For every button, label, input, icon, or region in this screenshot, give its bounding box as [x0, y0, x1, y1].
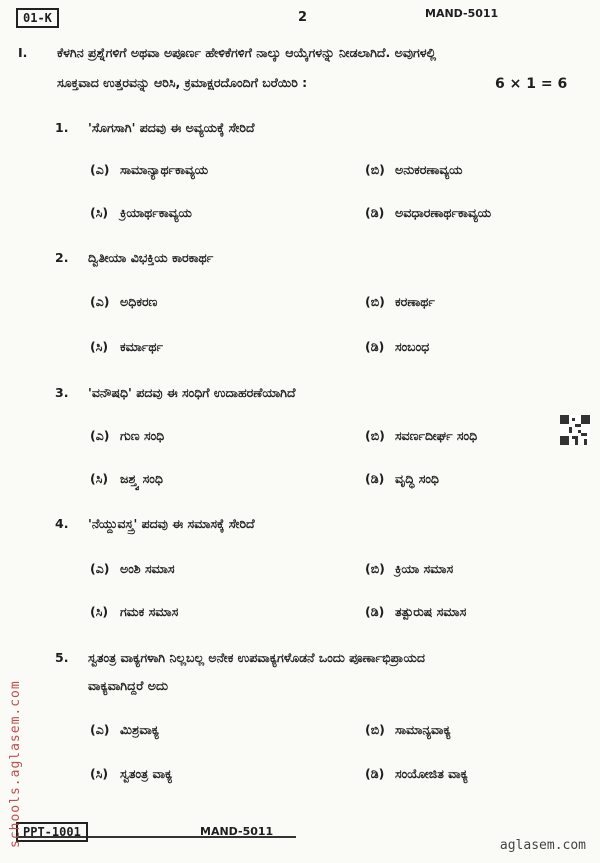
option-label: (ಬಿ): [365, 428, 385, 443]
option-label: (ಡಿ): [365, 604, 385, 619]
option-text: ಕರ್ಮಾರ್ಥ: [120, 339, 163, 354]
option-text: ಸಾಮಾನ್ಯವಾಕ್ಯ: [395, 722, 451, 737]
question-text-continued: ವಾಕ್ಯವಾಗಿದ್ದರೆ ಅದು: [88, 678, 169, 693]
option-text: ಅವಧಾರಣಾರ್ಥಕಾವ್ಯಯ: [395, 205, 492, 220]
question-text: ದ್ವಿತೀಯಾ ವಿಭಕ್ತಿಯ ಕಾರಕಾರ್ಥ: [88, 250, 214, 265]
question-number: 2.: [55, 250, 69, 265]
option-label: (ಎ): [90, 722, 110, 737]
option-label: (ಎ): [90, 294, 110, 309]
question-text: 'ನೆಯ್ದುವಸ್ತ್ರ' ಪದವು ಈ ಸಮಾಸಕ್ಕೆ ಸೇರಿದೆ: [88, 516, 255, 531]
qr-code-icon: [560, 415, 590, 445]
question-number: 1.: [55, 120, 69, 135]
question-text: 'ವನೌಷಧಿ' ಪದವು ಈ ಸಂಧಿಗೆ ಉದಾಹರಣೆಯಾಗಿದೆ: [88, 385, 296, 400]
option-text: ಗಮಕ ಸಮಾಸ: [120, 604, 179, 619]
option-label: (ಸಿ): [90, 766, 109, 781]
option-d: [365, 604, 466, 620]
option-c: [90, 205, 192, 221]
option-text: ಗುಣ ಸಂಧಿ: [120, 428, 165, 443]
option-text: ಮಿಶ್ರವಾಕ್ಯ: [120, 722, 160, 737]
option-d: [365, 205, 491, 221]
page-number: 2: [298, 10, 308, 25]
option-text: ಜಶ್ತ್ವ ಸಂಧಿ: [120, 471, 163, 486]
option-label: (ಡಿ): [365, 766, 385, 781]
option-b: [365, 722, 451, 738]
option-a: [90, 561, 175, 577]
option-text: ಕ್ರಿಯಾ ಸಮಾಸ: [395, 561, 454, 576]
question-number: 3.: [55, 385, 69, 400]
option-b: [365, 428, 477, 444]
marks-allocation: 6 × 1 = 6: [495, 76, 568, 92]
option-text: ಸಂಬಂಧ: [395, 339, 430, 354]
instruction-line-1: ಕೆಳಗಿನ ಪ್ರಶ್ನೆಗಳಿಗೆ ಅಥವಾ ಅಪೂರ್ಣ ಹೇಳಿಕೆಗಳಿಗೆ ನಾಲ್ಕು ಆಯ್ಕೆಗಳನ್ನು ನೀಡಲಾಗಿದೆ. ಅವುಗಳಲ್ಲಿ: [57, 45, 437, 60]
option-a: [90, 294, 157, 310]
option-label: (ಡಿ): [365, 339, 385, 354]
option-d: [365, 471, 439, 487]
option-text: ಅಂಶಿ ಸಮಾಸ: [120, 561, 175, 576]
option-label: (ಸಿ): [90, 339, 109, 354]
option-b: [365, 162, 463, 178]
option-label: (ಡಿ): [365, 471, 385, 486]
option-label: (ಬಿ): [365, 561, 385, 576]
option-c: [90, 766, 172, 782]
question-text: 'ಸೊಗಸಾಗಿ' ಪದವು ಈ ಅವ್ಯಯಕ್ಕೆ ಸೇರಿದೆ: [88, 120, 255, 135]
option-d: [365, 766, 468, 782]
option-text: ಕ್ರಿಯಾರ್ಥಕಾವ್ಯಯ: [120, 205, 192, 220]
option-text: ಸಂಯೋಜಿತ ವಾಕ್ಯ: [395, 766, 468, 781]
question-number: 5.: [55, 650, 69, 665]
option-text: ಸ್ವತಂತ್ರ ವಾಕ್ಯ: [120, 766, 173, 781]
paper-code-box: 01-K: [16, 8, 59, 28]
option-label: (ಎ): [90, 428, 110, 443]
option-text: ಸವರ್ಣದೀರ್ಘ ಸಂಧಿ: [395, 428, 478, 443]
option-b: [365, 561, 453, 577]
option-text: ತತ್ಪುರುಷ ಸಮಾಸ: [395, 604, 467, 619]
instruction-line-2: ಸೂಕ್ತವಾದ ಉತ್ತರವನ್ನು ಆರಿಸಿ, ಕ್ರಮಾಕ್ಷರದೊಂದಿಗೆ ಬರೆಯಿರಿ :: [57, 75, 308, 90]
option-text: ಕರಣಾರ್ಥ: [395, 294, 435, 309]
option-label: (ಸಿ): [90, 604, 109, 619]
option-text: ಅಧಿಕರಣ: [120, 294, 158, 309]
option-c: [90, 471, 163, 487]
option-a: [90, 162, 208, 178]
option-text: ಅನುಕರಣಾವ್ಯಯ: [395, 162, 463, 177]
footer-exam-code: MAND-5011: [200, 825, 274, 838]
option-label: (ಎ): [90, 162, 110, 177]
question-number: 4.: [55, 516, 69, 531]
section-number: I.: [18, 45, 28, 60]
option-text: ವೃದ್ಧಿ ಸಂಧಿ: [395, 471, 439, 486]
option-label: (ಎ): [90, 561, 110, 576]
option-label: (ಬಿ): [365, 294, 385, 309]
option-label: (ಸಿ): [90, 205, 109, 220]
corner-watermark: aglasem.com: [499, 838, 586, 853]
option-label: (ಬಿ): [365, 722, 385, 737]
footer-code-box: PPT-1001: [16, 822, 88, 842]
option-d: [365, 339, 429, 355]
option-text: ಸಾಮಾನ್ಯಾರ್ಥಕಾವ್ಯಯ: [120, 162, 209, 177]
side-watermark: schools.aglasem.com: [8, 680, 23, 848]
question-text: ಸ್ವತಂತ್ರ ವಾಕ್ಯಗಳಾಗಿ ನಿಲ್ಲಬಲ್ಲ ಅನೇಕ ಉಪವಾಕ್ಯಗಳೊಡನೆ ಒಂದು ಪೂರ್ಣಾಭಿಪ್ರಾಯದ: [88, 650, 425, 665]
header-exam-code: MAND-5011: [425, 7, 499, 20]
option-label: (ಬಿ): [365, 162, 385, 177]
option-label: (ಸಿ): [90, 471, 109, 486]
option-c: [90, 604, 178, 620]
option-a: [90, 722, 159, 738]
option-b: [365, 294, 435, 310]
option-c: [90, 339, 163, 355]
option-a: [90, 428, 164, 444]
option-label: (ಡಿ): [365, 205, 385, 220]
